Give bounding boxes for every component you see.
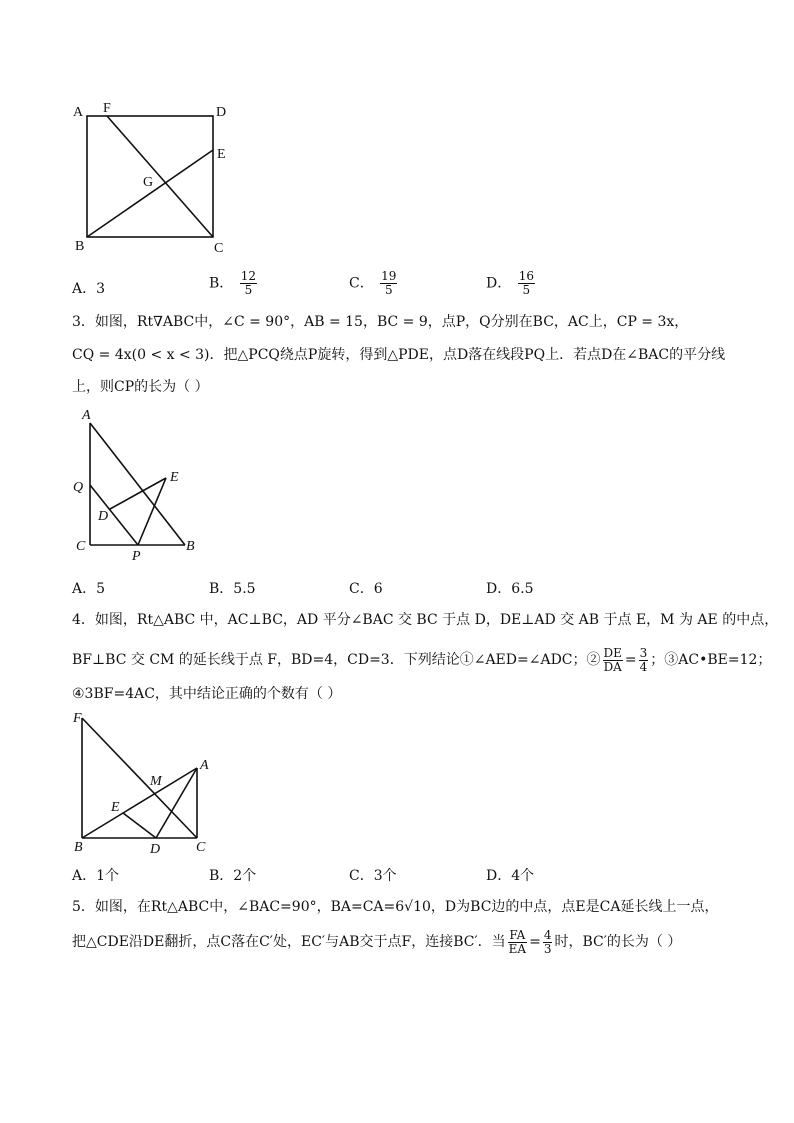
q4-option-a[interactable] [72,865,119,885]
q5-line-2-text-a: 把△CDE沿DE翻折，点C落在C′处，EC′与AB交于点F，连接BC′．当 [72,934,506,950]
q3-option-b-text: 5.5 [233,581,256,597]
q2-label-c: C [214,241,224,256]
fraction-denominator: DA [603,659,622,674]
q3-line-3: 上，则CP的长为（ ） [72,379,209,395]
q4-line-2 [72,644,771,676]
q5-line-1: 5．如图，在Rt△ABC中，∠BAC=90°，BA=CA=6√10，D为BC边的中点，点E是CA延长线上一点， [72,899,719,915]
q4-segment-ad [156,768,197,838]
q4-equals: = [624,652,637,668]
q4-option-d-letter: D． [486,868,512,884]
q3-option-a-letter: A． [72,581,97,597]
q2-label-b: B [75,239,85,254]
q2-option-a-letter: A． [72,281,97,297]
q2-option-d-fraction [518,270,535,297]
q3-label-c: C [76,539,86,554]
q3-option-c-letter: C． [349,581,374,597]
q4-option-c-text: 3个 [373,868,397,884]
q2-label-f: F [103,101,111,116]
q4-figure [70,708,220,858]
q4-option-d-text: 4个 [511,868,535,884]
q5-line-2-text-b: 时，BC′的长为（ ） [554,934,682,950]
q3-label-e: E [170,470,179,485]
q4-option-c[interactable] [349,865,397,885]
q5-line-2 [72,926,681,958]
q3-line-2: CQ = 4x(0 < x < 3)．把△PCQ绕点P旋转，得到△PDE，点D落在线段PQ上．若点D在∠BAC的平分线 [72,347,726,363]
q2-option-b-letter: B． [209,275,234,292]
q2-option-c-letter: C． [349,275,374,292]
fraction-numerator: 16 [518,269,534,283]
q2-options [72,269,572,310]
q4-label-e: E [111,800,120,815]
q2-label-g: G [143,175,154,190]
q4-fraction-de-da [603,647,623,674]
q3-label-q: Q [73,480,84,495]
q3-label-d: D [98,509,109,524]
q4-options [72,865,572,885]
q2-option-a-text: 3 [96,281,106,297]
q5-equals: = [529,934,541,950]
q3-option-c[interactable] [349,578,383,598]
q2-option-b[interactable] [209,270,259,297]
q4-fraction-3-4 [639,647,649,674]
q4-label-c: C [196,840,206,855]
q4-segment-ed [123,813,156,838]
q4-option-b-letter: B． [209,868,234,884]
q3-option-a-text: 5 [96,581,106,597]
q2-label-d: D [216,105,227,120]
q4-line-2-text-a: BF⊥BC 交 CM 的延长线于点 F，BD=4，CD=3．下列结论①∠AED=∠ADC；② [72,652,601,668]
q4-line-2-text-b: ；③AC•BE=12； [650,652,772,668]
fraction-numerator: 19 [381,269,397,283]
q4-option-d[interactable] [486,865,534,885]
q5-fraction-4-3 [543,929,553,956]
q4-line-1: 4．如图，Rt△ABC 中，AC⊥BC，AD 平分∠BAC 交 BC 于点 D，DE⊥AD 交 AB 于点 E，M 为 AE 的中点， [72,612,779,628]
q3-option-c-text: 6 [373,581,383,597]
q3-segment-pe [138,478,166,545]
q3-options [72,578,572,598]
q4-label-b: B [74,840,83,855]
q2-option-c[interactable] [349,270,399,297]
q4-option-a-letter: A． [72,868,97,884]
q3-segment-de [110,478,166,509]
q3-option-d[interactable] [486,578,534,598]
fraction-numerator: FA [509,927,526,942]
q4-option-a-text: 1个 [96,868,120,884]
q2-label-e: E [217,147,226,162]
fraction-numerator: 12 [240,269,257,283]
q5-fraction-fa-ea [508,929,527,956]
q2-option-c-fraction [380,270,397,297]
fraction-denominator: 4 [639,659,648,674]
q4-label-a: A [200,758,209,773]
q4-label-d: D [150,842,161,857]
fraction-numerator: 4 [543,927,552,942]
fraction-numerator: DE [603,645,622,660]
q4-line-3: ④3BF=4AC，其中结论正确的个数有（ ） [72,686,342,702]
q2-option-d-letter: D． [486,275,512,292]
fraction-denominator: 3 [543,941,552,956]
q4-option-b[interactable] [209,865,256,885]
q2-segment-be [87,150,213,237]
q2-option-b-fraction [240,270,257,297]
q3-label-a: A [82,408,91,423]
q4-option-b-text: 2个 [233,868,257,884]
q4-label-f: F [73,711,82,726]
q2-option-a[interactable] [72,278,105,298]
q3-label-p: P [132,549,141,564]
q3-option-b-letter: B． [209,581,234,597]
fraction-denominator: 5 [384,283,393,297]
q3-line-1: 3．如图，Rt∇ABC中，∠C = 90°，AB = 15，BC = 9，点P，Q分别在BC，AC上，CP = 3x， [72,314,689,330]
q3-label-b: B [186,539,195,554]
q2-figure [70,100,240,260]
q3-option-b[interactable] [209,578,256,598]
q2-option-d[interactable] [486,270,537,297]
q4-label-m: M [150,774,162,789]
fraction-denominator: 5 [522,283,531,297]
q2-segment-fc [107,116,213,237]
q3-figure [70,405,210,565]
q3-option-d-text: 6.5 [511,581,534,597]
fraction-denominator: 5 [244,283,253,297]
q4-option-c-letter: C． [349,868,374,884]
fraction-numerator: 3 [639,645,648,660]
fraction-denominator: EA [508,941,527,956]
q3-option-d-letter: D． [486,581,512,597]
q2-label-a: A [73,105,84,120]
q3-option-a[interactable] [72,578,105,598]
